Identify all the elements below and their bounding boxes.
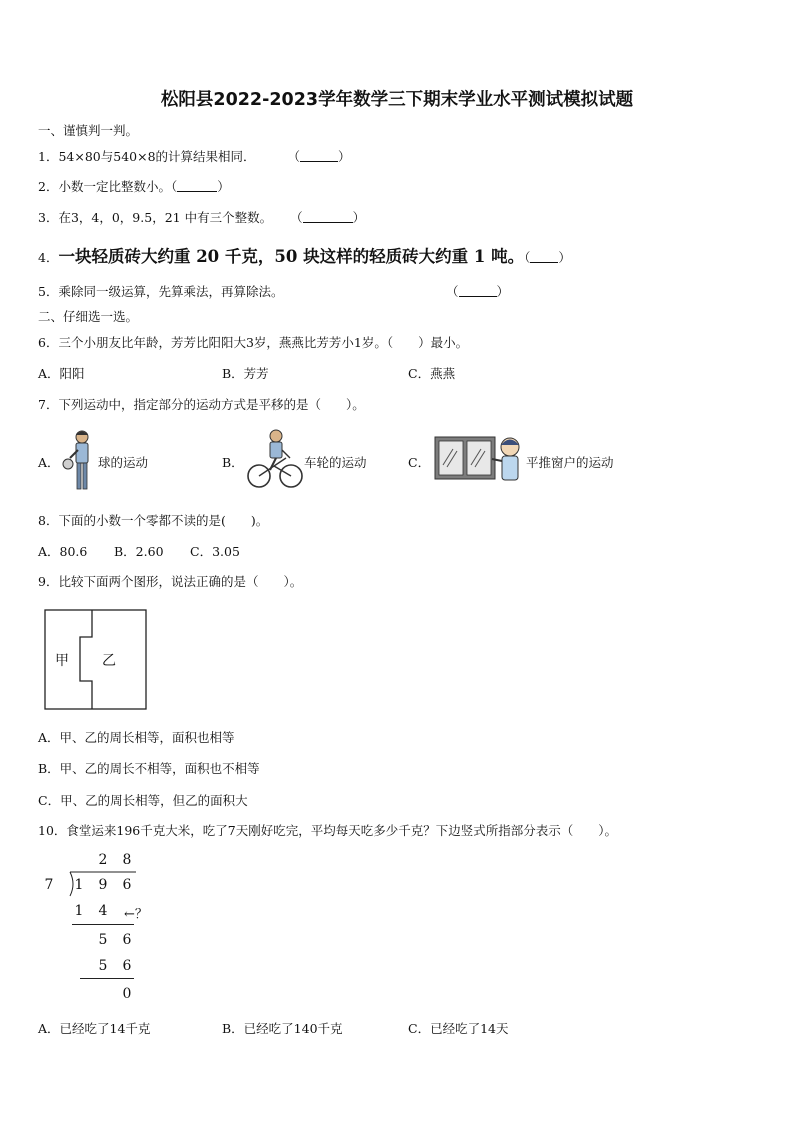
- question-3-text: 3．在3，4，0，9.5，21 中有三个整数。: [38, 210, 273, 225]
- question-4: 4．一块轻质砖大约重 20 千克，50 块这样的轻质砖大约重 1 吨。（ ）: [38, 247, 571, 266]
- section-heading-2: 二、仔细选一选。: [38, 309, 139, 324]
- division-pointer-arrow: ←？: [124, 907, 148, 922]
- q9-option-c[interactable]: C．甲、乙的周长相等，但乙的面积大: [38, 793, 248, 808]
- q7-caption-b: 车轮的运动: [304, 455, 367, 470]
- section-heading-1: 一、谨慎判一判。: [38, 123, 139, 138]
- division-divisor: 7: [44, 877, 54, 893]
- shape-label-jia: 甲: [55, 653, 69, 669]
- division-step1-digit: 1: [74, 903, 84, 919]
- q10-option-a[interactable]: A．已经吃了14千克: [38, 1021, 151, 1036]
- division-step2-digit: 6: [122, 932, 132, 948]
- division-step1-digit: 4: [98, 903, 108, 919]
- answer-blank-1[interactable]: [300, 149, 338, 162]
- question-5-answer: （ ）: [446, 284, 510, 299]
- bicycle-illustration: [246, 428, 304, 490]
- division-remainder: 0: [122, 986, 132, 1002]
- division-step2-digit: 5: [98, 932, 108, 948]
- q9-option-a[interactable]: A．甲、乙的周长相等，面积也相等: [38, 730, 235, 745]
- question-3: 3．在3，4，0，9.5，21 中有三个整数。 （ ）: [38, 210, 366, 225]
- question-2-text: 2．小数一定比整数小。: [38, 179, 171, 194]
- division-rule: [72, 924, 134, 925]
- question-1-text: 1．54×80与540×8的计算结果相同．: [38, 149, 256, 164]
- q7-option-b-letter[interactable]: B．: [222, 455, 244, 470]
- question-5: [38, 282, 283, 300]
- question-1: 1．54×80与540×8的计算结果相同． （ ）: [38, 149, 351, 164]
- page-title: 松阳县2022-2023学年数学三下期末学业水平测试模拟试题: [160, 90, 634, 110]
- question-8-text: 8．下面的小数一个零都不读的是( )。: [38, 513, 269, 528]
- q6-option-c[interactable]: C．燕燕: [408, 366, 456, 381]
- q9-option-b[interactable]: B．甲、乙的周长不相等，面积也不相等: [38, 761, 260, 776]
- answer-blank-5[interactable]: [459, 284, 497, 297]
- shape-label-yi: 乙: [102, 653, 116, 669]
- q6-option-a[interactable]: A．阳阳: [38, 366, 85, 381]
- answer-blank-4[interactable]: [530, 250, 558, 263]
- question-4-text: 一块轻质砖大约重 20 千克，50 块这样的轻质砖大约重 1 吨。: [58, 247, 525, 266]
- boy-bouncing-ball-illustration: [58, 428, 102, 492]
- division-quotient-digit: 8: [122, 852, 132, 868]
- q10-option-b[interactable]: B．已经吃了140千克: [222, 1021, 343, 1036]
- division-dividend-digit: 6: [122, 877, 132, 893]
- division-dividend-digit: 1: [74, 877, 84, 893]
- q8-option-b[interactable]: B．2.60: [114, 544, 164, 559]
- question-2: 2．小数一定比整数小。（ ）: [38, 179, 230, 194]
- q7-caption-a: 球的运动: [98, 455, 149, 470]
- division-rule: [80, 978, 134, 979]
- division-step3-digit: 6: [122, 958, 132, 974]
- question-9-text: 9．比较下面两个图形，说法正确的是（ ）。: [38, 574, 303, 589]
- question-6-text: 6．三个小朋友比年龄，芳芳比阳阳大3岁，燕燕比芳芳小1岁。（ ）最小。: [38, 335, 469, 350]
- q7-option-c-letter[interactable]: C．: [408, 455, 431, 470]
- q6-option-b[interactable]: B．芳芳: [222, 366, 269, 381]
- answer-blank-3[interactable]: [303, 210, 353, 223]
- window-pushing-illustration: [434, 435, 526, 483]
- division-step3-digit: 5: [98, 958, 108, 974]
- division-dividend-digit: 9: [98, 877, 108, 893]
- question-7-text: 7．下列运动中，指定部分的运动方式是平移的是（ ）。: [38, 397, 365, 412]
- q7-caption-c: 平推窗户的运动: [526, 455, 614, 470]
- division-quotient-digit: 2: [98, 852, 108, 868]
- q8-option-c[interactable]: C．3.05: [190, 544, 240, 559]
- question-10-text: 10．食堂运来196千克大米，吃了7天刚好吃完，平均每天吃多少千克？下边竖式所指部分表示（ ）。: [38, 823, 617, 838]
- q10-option-c[interactable]: C．已经吃了14天: [408, 1021, 509, 1036]
- q8-option-a[interactable]: A．80.6: [38, 544, 88, 559]
- question-5-text: 5．乘除同一级运算，先算乘法，再算除法。: [38, 284, 284, 299]
- q7-option-a-letter[interactable]: A．: [38, 455, 60, 470]
- answer-blank-2[interactable]: [177, 179, 217, 192]
